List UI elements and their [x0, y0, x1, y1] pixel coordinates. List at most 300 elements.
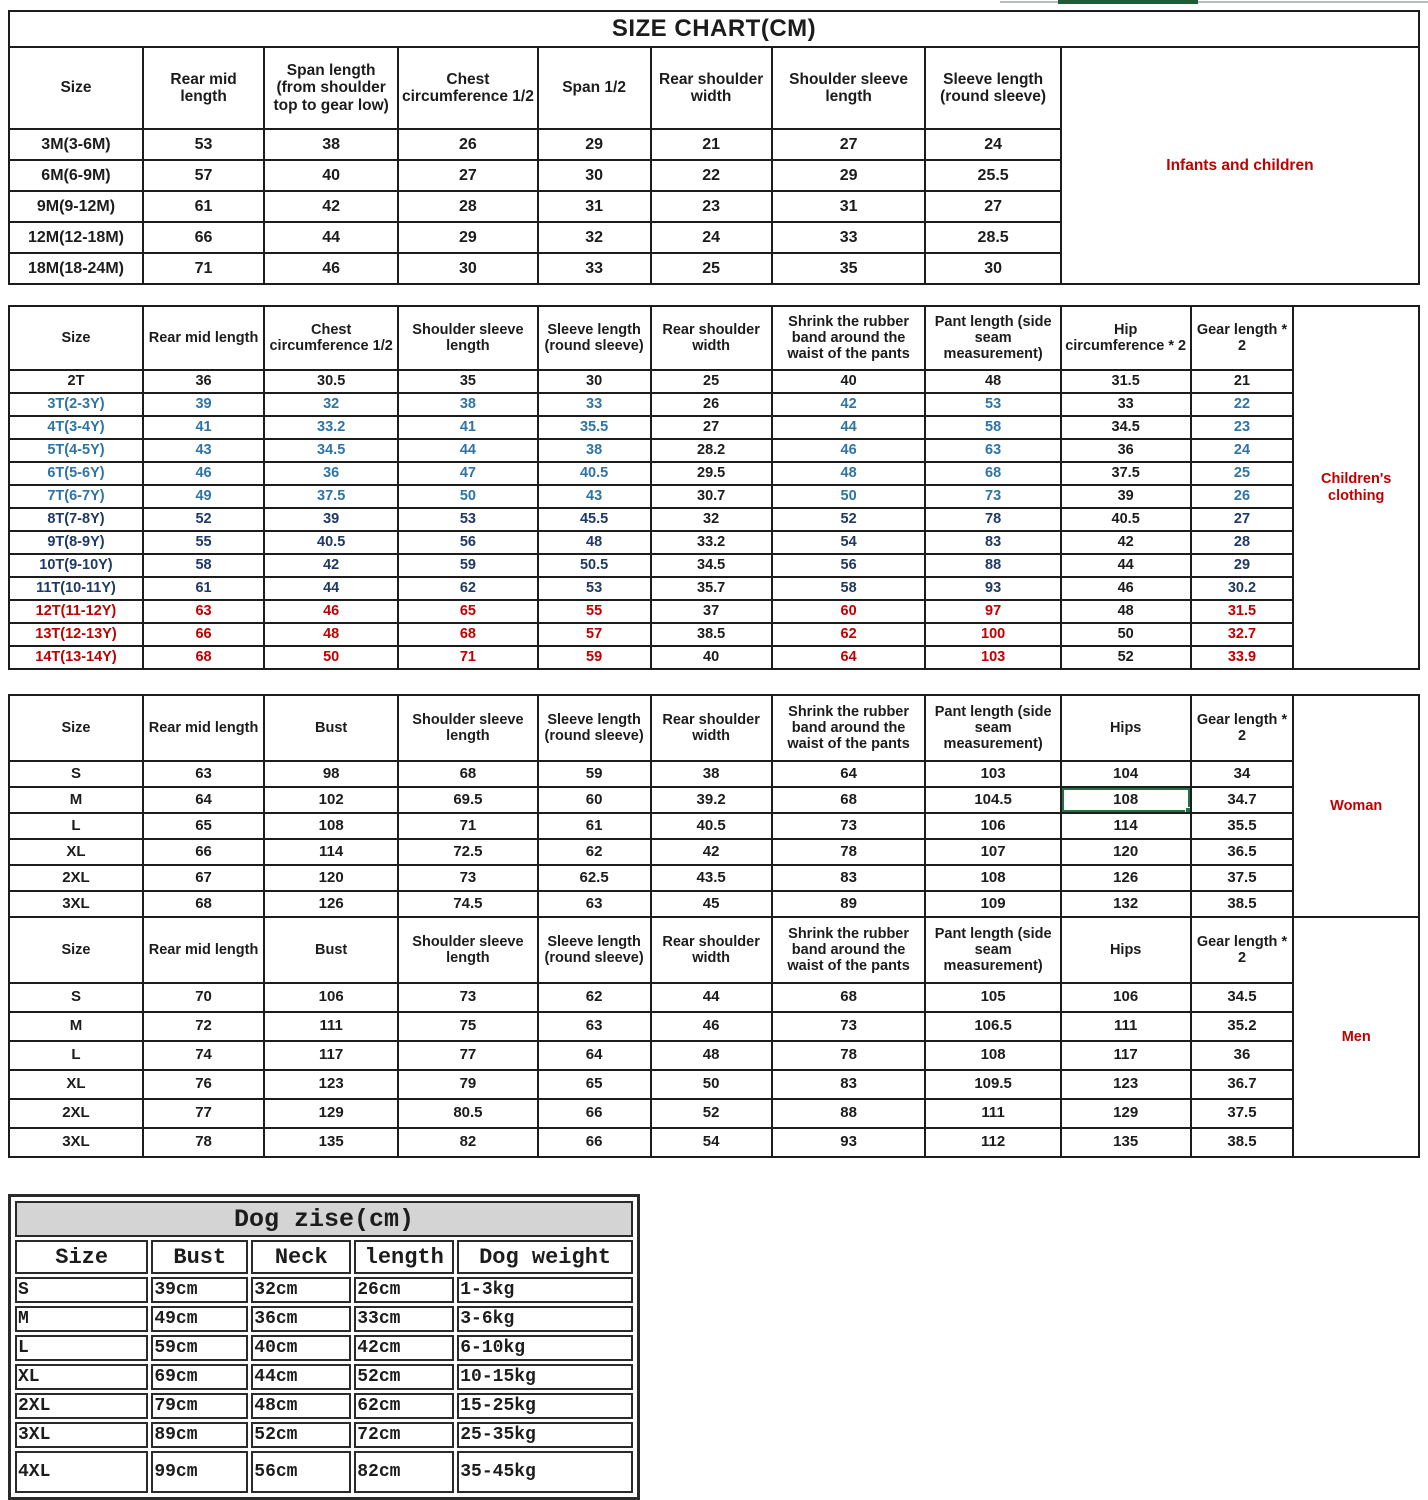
table-cell: 63 — [538, 1012, 651, 1041]
table-cell: 42 — [264, 554, 398, 577]
table-cell: 37 — [651, 600, 772, 623]
table-cell: 65 — [398, 600, 538, 623]
table-cell: 38 — [398, 393, 538, 416]
table-cell: 73 — [925, 485, 1060, 508]
table-cell: 59 — [538, 646, 651, 669]
table-cell: 8T(7-8Y) — [9, 508, 143, 531]
table-cell: 31 — [772, 191, 926, 222]
table-cell: 52 — [143, 508, 264, 531]
table-cell: 28 — [398, 191, 538, 222]
column-header: Bust — [264, 695, 398, 761]
table-cell: 46 — [772, 439, 926, 462]
table-cell: 9T(8-9Y) — [9, 531, 143, 554]
table-cell: 52 — [651, 1099, 772, 1128]
table-cell: 63 — [143, 600, 264, 623]
table-cell: 53 — [925, 393, 1060, 416]
table-cell: 31 — [538, 191, 651, 222]
column-header: Rear mid length — [143, 695, 264, 761]
table-cell: 88 — [772, 1099, 926, 1128]
table-cell: 40.5 — [1061, 508, 1191, 531]
table-cell: 31.5 — [1191, 600, 1294, 623]
table-cell: 82cm — [354, 1451, 454, 1493]
table-cell: 77 — [143, 1099, 264, 1128]
table-cell: 42cm — [354, 1335, 454, 1361]
column-header: Shrink the rubber band around the waist of the pants — [772, 695, 926, 761]
table-cell: 106 — [264, 983, 398, 1012]
table-cell: 2XL — [15, 1393, 148, 1419]
table-cell: 100 — [925, 623, 1060, 646]
table-cell: 35 — [772, 253, 926, 284]
column-header: Size — [9, 695, 143, 761]
table-cell: 40.5 — [651, 813, 772, 839]
table-cell: XL — [9, 839, 143, 865]
table-cell: 26cm — [354, 1277, 454, 1303]
table-cell: 74 — [143, 1041, 264, 1070]
table-cell: 12T(11-12Y) — [9, 600, 143, 623]
side-label: Infants and children — [1061, 47, 1419, 284]
table-cell: 34.7 — [1191, 787, 1294, 813]
table-cell: 33 — [1061, 393, 1191, 416]
table-cell: 104 — [1061, 761, 1191, 787]
table-cell: 109 — [925, 891, 1060, 917]
table-cell: 1-3kg — [457, 1277, 633, 1303]
table-cell: 50 — [651, 1070, 772, 1099]
table-cell: 38 — [264, 129, 398, 160]
table-cell: 38.5 — [1191, 1128, 1294, 1157]
table-cell: 39 — [264, 508, 398, 531]
table-cell: 108 — [925, 1041, 1060, 1070]
table-cell: 117 — [264, 1041, 398, 1070]
table-cell: 32 — [651, 508, 772, 531]
table-cell: 46 — [1061, 577, 1191, 600]
table-cell: 30.2 — [1191, 577, 1294, 600]
table-cell: 35 — [398, 370, 538, 393]
table-row — [9, 416, 1419, 439]
table-cell: 76 — [143, 1070, 264, 1099]
table-cell: 52cm — [251, 1422, 351, 1448]
column-header: Shrink the rubber band around the waist of the pants — [772, 306, 926, 370]
table-cell: 37.5 — [264, 485, 398, 508]
table-cell: 37.5 — [1061, 462, 1191, 485]
table-row — [15, 1451, 633, 1493]
table-row — [9, 1041, 1419, 1070]
table-cell: 46 — [264, 600, 398, 623]
table-cell: 77 — [398, 1041, 538, 1070]
table-cell: 29 — [772, 160, 926, 191]
table-cell: 25.5 — [925, 160, 1060, 191]
table-cell: 103 — [925, 761, 1060, 787]
table-cell: 66 — [143, 222, 264, 253]
table-row — [9, 839, 1419, 865]
table-cell: 40 — [264, 160, 398, 191]
table-cell: 73 — [772, 1012, 926, 1041]
table-cell: 71 — [143, 253, 264, 284]
table-cell: 33.9 — [1191, 646, 1294, 669]
table-cell: 68 — [143, 891, 264, 917]
table-row — [9, 485, 1419, 508]
table-cell: 114 — [264, 839, 398, 865]
table-cell: 111 — [1061, 1012, 1191, 1041]
table-cell: 50 — [264, 646, 398, 669]
table-cell: 46 — [264, 253, 398, 284]
table-cell: 4T(3-4Y) — [9, 416, 143, 439]
table-cell: 50 — [1061, 623, 1191, 646]
table-cell: 62cm — [354, 1393, 454, 1419]
table-cell: 129 — [1061, 1099, 1191, 1128]
table-cell: 24 — [1191, 439, 1294, 462]
table-row — [9, 813, 1419, 839]
table-row — [9, 508, 1419, 531]
table-cell: 109.5 — [925, 1070, 1060, 1099]
column-header: Shrink the rubber band around the waist of the pants — [772, 917, 926, 983]
table-cell: 34.5 — [1191, 983, 1294, 1012]
table-cell: 25 — [651, 370, 772, 393]
table-cell: 30 — [398, 253, 538, 284]
table-cell: 33 — [772, 222, 926, 253]
table-cell: 58 — [925, 416, 1060, 439]
table-cell: 65 — [538, 1070, 651, 1099]
table-row — [15, 1364, 633, 1390]
table-row — [9, 531, 1419, 554]
table-cell: 52 — [1061, 646, 1191, 669]
table-cell: 3T(2-3Y) — [9, 393, 143, 416]
table-cell: 72cm — [354, 1422, 454, 1448]
table-cell: 28.5 — [925, 222, 1060, 253]
column-header: Gear length * 2 — [1191, 695, 1294, 761]
table-cell: 46 — [143, 462, 264, 485]
table-cell: 35.5 — [538, 416, 651, 439]
table-cell: M — [15, 1306, 148, 1332]
table-cell: 93 — [925, 577, 1060, 600]
table-cell: 32 — [538, 222, 651, 253]
table-cell: L — [9, 813, 143, 839]
table-cell: 54 — [772, 531, 926, 554]
table-row — [9, 462, 1419, 485]
table-cell: 34.5 — [1061, 416, 1191, 439]
table-cell: 24 — [651, 222, 772, 253]
table-cell: 39 — [143, 393, 264, 416]
table-cell: 26 — [1191, 485, 1294, 508]
table-cell: 5T(4-5Y) — [9, 439, 143, 462]
table-cell: 30 — [925, 253, 1060, 284]
table-cell: 22 — [1191, 393, 1294, 416]
table-cell: 75 — [398, 1012, 538, 1041]
table-cell: XL — [15, 1364, 148, 1390]
column-header: Span length (from shoulder top to gear low) — [264, 47, 398, 129]
table-cell: 2XL — [9, 1099, 143, 1128]
table-cell: 10-15kg — [457, 1364, 633, 1390]
table-cell: 43 — [143, 439, 264, 462]
table-cell: 50.5 — [538, 554, 651, 577]
table-cell: 63 — [143, 761, 264, 787]
table-cell: 39 — [1061, 485, 1191, 508]
table-cell: 82 — [398, 1128, 538, 1157]
table-cell: 21 — [651, 129, 772, 160]
woman-size-table — [8, 694, 1420, 918]
table-cell: 28.2 — [651, 439, 772, 462]
table-row — [15, 1422, 633, 1448]
table-cell: 33.2 — [264, 416, 398, 439]
table-cell: M — [9, 787, 143, 813]
table-cell: 48cm — [251, 1393, 351, 1419]
table-cell: 44 — [651, 983, 772, 1012]
table-cell: 34 — [1191, 761, 1294, 787]
table-cell: 67 — [143, 865, 264, 891]
table-cell: 2T — [9, 370, 143, 393]
table-cell: 23 — [1191, 416, 1294, 439]
table-cell: 120 — [264, 865, 398, 891]
table-cell: 48 — [264, 623, 398, 646]
table-cell: 40.5 — [538, 462, 651, 485]
table-cell: 56 — [772, 554, 926, 577]
table-cell: 66 — [538, 1099, 651, 1128]
table-cell: 59 — [538, 761, 651, 787]
table-cell: 83 — [925, 531, 1060, 554]
table-cell: 26 — [398, 129, 538, 160]
table-cell: 126 — [264, 891, 398, 917]
table-cell: 37.5 — [1191, 1099, 1294, 1128]
table-cell: 7T(6-7Y) — [9, 485, 143, 508]
table-cell: L — [9, 1041, 143, 1070]
column-header: Size — [9, 306, 143, 370]
table-row — [9, 891, 1419, 917]
table-cell: 103 — [925, 646, 1060, 669]
table-cell: 114 — [1061, 813, 1191, 839]
table-cell: 47 — [398, 462, 538, 485]
column-header: Size — [9, 47, 143, 129]
table-cell: 44 — [264, 577, 398, 600]
table-cell: 79cm — [151, 1393, 248, 1419]
column-header: Gear length * 2 — [1191, 917, 1294, 983]
table-cell: 3XL — [9, 891, 143, 917]
table-cell: L — [15, 1335, 148, 1361]
table-cell: 78 — [143, 1128, 264, 1157]
table-cell: 35.2 — [1191, 1012, 1294, 1041]
table-cell: 99cm — [151, 1451, 248, 1493]
infants-size-table — [8, 10, 1420, 285]
table-cell: 62 — [398, 577, 538, 600]
table-cell: 27 — [1191, 508, 1294, 531]
table-cell: 69.5 — [398, 787, 538, 813]
table-cell: S — [9, 761, 143, 787]
table-cell: 48 — [925, 370, 1060, 393]
table-cell: 129 — [264, 1099, 398, 1128]
column-header: Shoulder sleeve length — [772, 47, 926, 129]
table-cell: 35.7 — [651, 577, 772, 600]
table-cell: 73 — [398, 983, 538, 1012]
table-cell: 3XL — [9, 1128, 143, 1157]
table-cell: 10T(9-10Y) — [9, 554, 143, 577]
table-cell: 78 — [772, 1041, 926, 1070]
table-cell: 106 — [1061, 983, 1191, 1012]
table-cell: 29.5 — [651, 462, 772, 485]
table-cell: 33.2 — [651, 531, 772, 554]
table-cell: 111 — [264, 1012, 398, 1041]
table-cell: 107 — [925, 839, 1060, 865]
table-cell: S — [15, 1277, 148, 1303]
column-header: Shoulder sleeve length — [398, 917, 538, 983]
table-cell: 36 — [1191, 1041, 1294, 1070]
table-row — [9, 554, 1419, 577]
table-cell: 98 — [264, 761, 398, 787]
column-header: Rear shoulder width — [651, 917, 772, 983]
table-cell: 102 — [264, 787, 398, 813]
table-cell: 30 — [538, 160, 651, 191]
table-cell: 6-10kg — [457, 1335, 633, 1361]
table-cell: 68 — [925, 462, 1060, 485]
column-header: Chest circumference 1/2 — [398, 47, 538, 129]
table-cell: XL — [9, 1070, 143, 1099]
table-cell: 64 — [772, 761, 926, 787]
column-header: Sleeve length (round sleeve) — [925, 47, 1060, 129]
table-cell: 55 — [538, 600, 651, 623]
table-cell: 6M(6-9M) — [9, 160, 143, 191]
table-cell: 57 — [538, 623, 651, 646]
table-cell: 3-6kg — [457, 1306, 633, 1332]
table-cell: 106 — [925, 813, 1060, 839]
table-cell: 32cm — [251, 1277, 351, 1303]
table-cell: 18M(18-24M) — [9, 253, 143, 284]
table-cell: 25-35kg — [457, 1422, 633, 1448]
table-cell: 108 — [264, 813, 398, 839]
table-cell: 50 — [772, 485, 926, 508]
table-cell: 108 — [925, 865, 1060, 891]
table-cell: 61 — [143, 191, 264, 222]
table-cell: 64 — [143, 787, 264, 813]
table-cell: 36 — [1061, 439, 1191, 462]
column-header: Hips — [1061, 917, 1191, 983]
table-cell: 37.5 — [1191, 865, 1294, 891]
table-cell: 38 — [651, 761, 772, 787]
table-cell: 123 — [264, 1070, 398, 1099]
table-cell: 39cm — [151, 1277, 248, 1303]
table-cell: 59cm — [151, 1335, 248, 1361]
column-header: Rear mid length — [143, 47, 264, 129]
table-cell: 66 — [143, 839, 264, 865]
men-size-table — [8, 916, 1420, 1158]
table-cell: 48 — [1061, 600, 1191, 623]
table-cell: 14T(13-14Y) — [9, 646, 143, 669]
table-cell: 55 — [143, 531, 264, 554]
table-cell: 73 — [398, 865, 538, 891]
table-cell: 4XL — [15, 1451, 148, 1493]
table-row — [15, 1277, 633, 1303]
table-row — [9, 577, 1419, 600]
table-cell: 29 — [1191, 554, 1294, 577]
table-cell: 29 — [398, 222, 538, 253]
children-size-table — [8, 305, 1420, 670]
table-cell: 44 — [772, 416, 926, 439]
table-cell: 12M(12-18M) — [9, 222, 143, 253]
column-header: Sleeve length (round sleeve) — [538, 306, 651, 370]
table-cell: 135 — [1061, 1128, 1191, 1157]
table-cell: 117 — [1061, 1041, 1191, 1070]
column-header: Bust — [151, 1240, 248, 1274]
column-header: Hips — [1061, 695, 1191, 761]
table-cell: 66 — [538, 1128, 651, 1157]
table-row — [15, 1306, 633, 1332]
table-cell: 33 — [538, 253, 651, 284]
table-cell: 83 — [772, 1070, 926, 1099]
column-header: Pant length (side seam measurement) — [925, 306, 1060, 370]
table-row — [9, 370, 1419, 393]
column-header: Sleeve length (round sleeve) — [538, 695, 651, 761]
table-row — [15, 1393, 633, 1419]
table-cell: 69cm — [151, 1364, 248, 1390]
table-cell: 42 — [651, 839, 772, 865]
table-cell: 123 — [1061, 1070, 1191, 1099]
table-cell: 23 — [651, 191, 772, 222]
table-cell: 65 — [143, 813, 264, 839]
table-cell: 41 — [143, 416, 264, 439]
table-cell: 83 — [772, 865, 926, 891]
table-cell: 40 — [772, 370, 926, 393]
column-header: Rear mid length — [143, 917, 264, 983]
table-cell: 71 — [398, 813, 538, 839]
table-cell: 56cm — [251, 1451, 351, 1493]
table-cell: 48 — [651, 1041, 772, 1070]
column-header: length — [354, 1240, 454, 1274]
table-cell: 32.7 — [1191, 623, 1294, 646]
table-cell: 58 — [772, 577, 926, 600]
table-cell: 38.5 — [1191, 891, 1294, 917]
table-cell: 126 — [1061, 865, 1191, 891]
table-cell: 72 — [143, 1012, 264, 1041]
table-cell: 61 — [143, 577, 264, 600]
table-cell: 35.5 — [1191, 813, 1294, 839]
table-cell: 28 — [1191, 531, 1294, 554]
table-cell: 132 — [1061, 891, 1191, 917]
table-cell: 3M(3-6M) — [9, 129, 143, 160]
table-cell: 89 — [772, 891, 926, 917]
side-label: Woman — [1293, 695, 1419, 917]
table-cell: 26 — [651, 393, 772, 416]
table-row — [9, 1070, 1419, 1099]
table-cell: 48 — [538, 531, 651, 554]
table-cell: 70 — [143, 983, 264, 1012]
column-header: Shoulder sleeve length — [398, 695, 538, 761]
column-header: Rear shoulder width — [651, 306, 772, 370]
table-cell: M — [9, 1012, 143, 1041]
table-cell: 45.5 — [538, 508, 651, 531]
table-row — [9, 865, 1419, 891]
table-cell: 27 — [398, 160, 538, 191]
table-cell: 112 — [925, 1128, 1060, 1157]
column-header: Neck — [251, 1240, 351, 1274]
table-cell: 49 — [143, 485, 264, 508]
table-cell: 93 — [772, 1128, 926, 1157]
column-header: Shoulder sleeve length — [398, 306, 538, 370]
column-header: Rear shoulder width — [651, 47, 772, 129]
table-row — [9, 393, 1419, 416]
table-row — [9, 439, 1419, 462]
table-cell: 52 — [772, 508, 926, 531]
table-cell: 44cm — [251, 1364, 351, 1390]
table-cell: 45 — [651, 891, 772, 917]
table-row — [9, 1099, 1419, 1128]
column-header: Pant length (side seam measurement) — [925, 917, 1060, 983]
column-header: Chest circumference 1/2 — [264, 306, 398, 370]
table-cell: 27 — [925, 191, 1060, 222]
table-cell: 53 — [538, 577, 651, 600]
table-cell: 31.5 — [1061, 370, 1191, 393]
table-cell: 97 — [925, 600, 1060, 623]
selected-cell[interactable]: 108 — [1061, 787, 1191, 813]
table-cell: 56 — [398, 531, 538, 554]
table-cell: 49cm — [151, 1306, 248, 1332]
column-header: Gear length * 2 — [1191, 306, 1294, 370]
table-cell: 104.5 — [925, 787, 1060, 813]
